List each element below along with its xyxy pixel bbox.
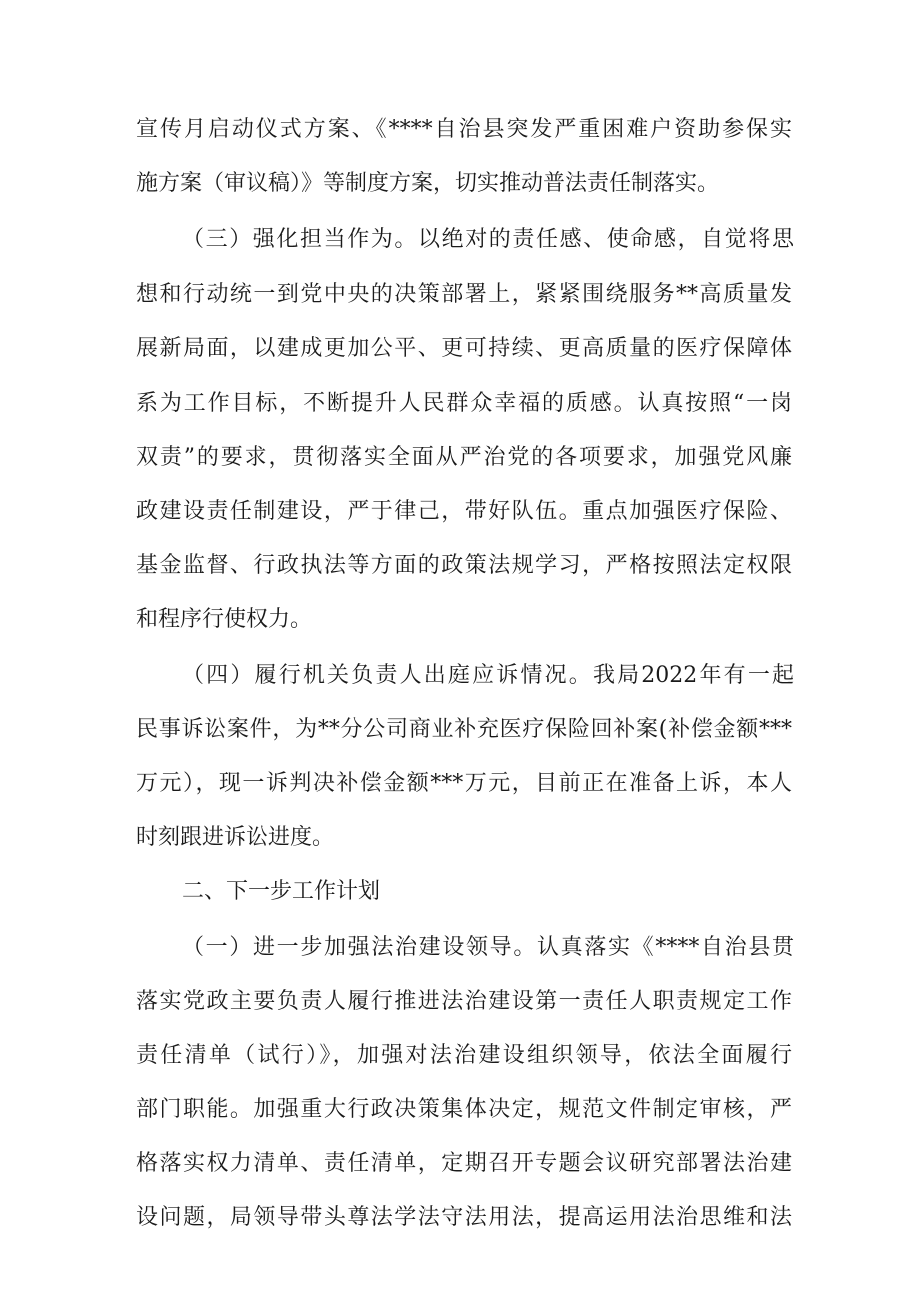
line-text: 落实党政主要负责人履行推进法治建设第一责任人职责规定工作 [136,989,792,1014]
line-text: 设问题，局领导带头尊法学法守法用法，提高运用法治思维和法 [136,1205,792,1230]
text-line [0,438,920,478]
text-line [0,600,920,640]
line-text: 宣传月启动仪式方案、《****自治县突发严重困难户资助参保实 [136,117,792,142]
line-text: 部门职能。加强重大行政决策集体决定，规范文件制定审核，严 [136,1097,792,1122]
text-line [0,1036,920,1076]
line-text: 想和行动统一到党中央的决策部署上，紧紧围绕服务**高质量发 [136,282,792,307]
text-line [0,710,920,750]
line-text: 政建设责任制建设，严于律己，带好队伍。重点加强医疗保险、 [136,499,792,524]
text-line [0,982,920,1022]
line-text: 施方案（审议稿）》等制度方案，切实推动普法责任制落实。 [136,171,720,196]
text-line [0,1090,920,1130]
line-text: 基金监督、行政执法等方面的政策法规学习，严格按照法定权限 [136,553,792,578]
line-text: 责任清单（试行）》，加强对法治建设组织领导，依法全面履行 [136,1043,792,1068]
text-line [0,492,920,532]
line-text: 和程序行使权力。 [136,607,313,632]
line-text: 格落实权力清单、责任清单，定期召开专题会议研究部署法治建 [136,1151,792,1176]
line-text: 双责”的要求，贯彻落实全面从严治党的各项要求，加强党风廉 [136,445,792,470]
paragraph-first-line [0,656,920,696]
line-text: （三）强化担当作为。以绝对的责任感、使命感，自觉将思 [182,227,794,252]
text-line [0,384,920,424]
line-text: 时刻跟进诉讼进度。 [136,825,335,850]
text-line [0,164,920,204]
line-text: 万元），现一诉判决补偿金额***万元，目前正在准备上诉，本人 [136,771,792,796]
line-text: 民事诉讼案件，为**分公司商业补充医疗保险回补案(补偿金额*** [136,717,792,742]
text-line [0,110,920,150]
text-line [0,329,920,369]
line-text: 系为工作目标，不断提升人民群众幸福的质感。认真按照“一岗 [136,391,792,416]
text-line [0,275,920,315]
line-text: 展新局面，以建成更加公平、更可持续、更高质量的医疗保障体 [136,336,792,361]
text-line [0,818,920,858]
paragraph-first-line [0,220,920,260]
line-text: （一）进一步加强法治建设领导。认真落实《****自治县贯 [182,935,794,960]
text-line [0,764,920,804]
section-heading [0,872,920,912]
text-line [0,1198,920,1238]
section-heading-text: 二、下一步工作计划 [182,879,381,904]
text-line [0,546,920,586]
line-text: （四）履行机关负责人出庭应诉情况。我局2022年有一起 [182,663,794,688]
text-line [0,1144,920,1184]
paragraph-first-line [0,928,920,968]
